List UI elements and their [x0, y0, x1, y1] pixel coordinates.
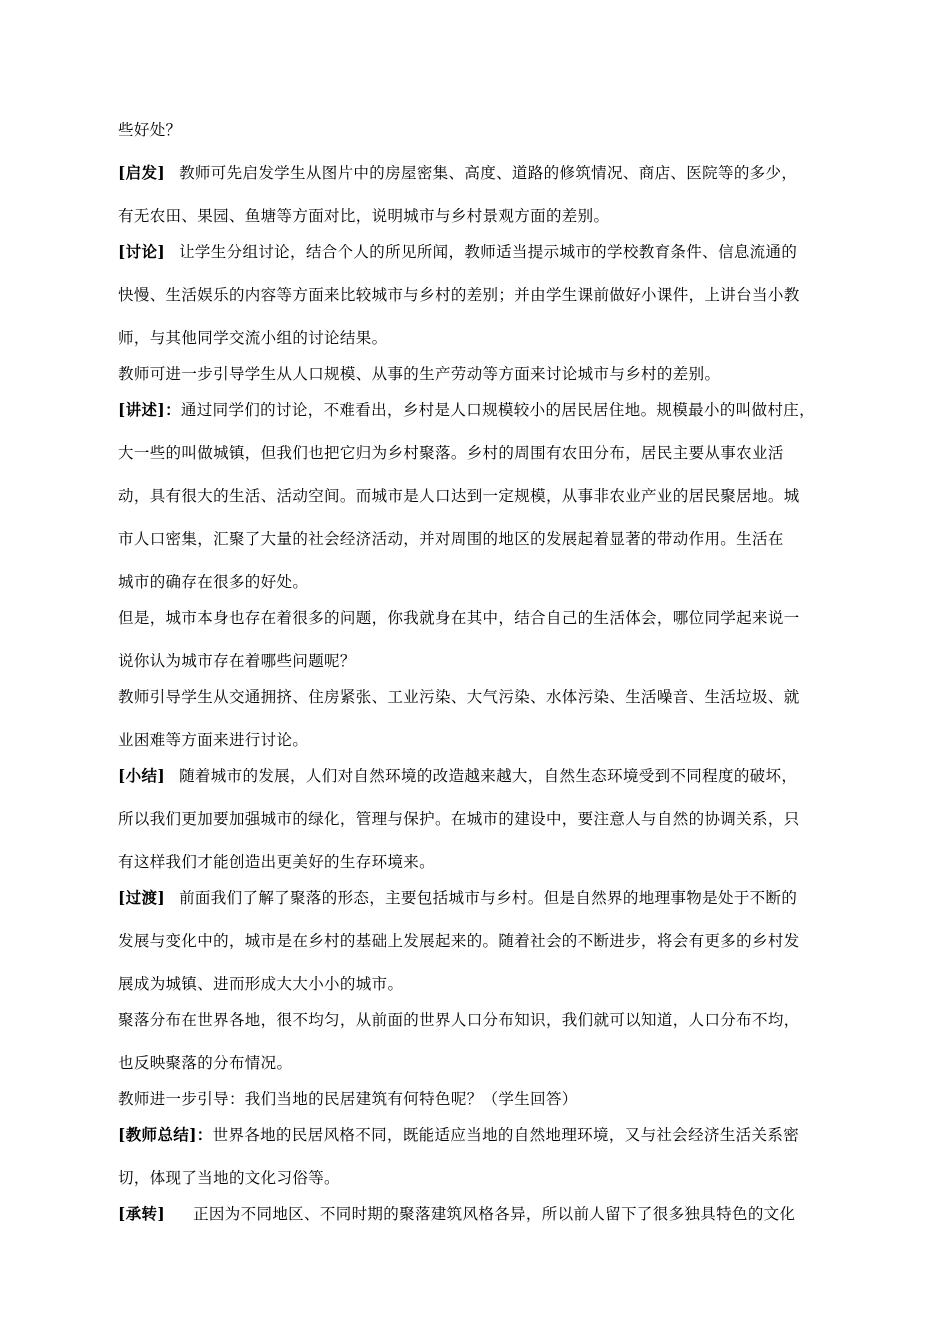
line-text: 发展与变化中的，城市是在乡村的基础上发展起来的。随着社会的不断进步，将会有更多的乡村发 [118, 932, 800, 950]
text-line [118, 484, 840, 527]
line-text: 业困难等方面来进行讨论。 [118, 731, 309, 749]
text-line [118, 118, 840, 161]
text-line [118, 326, 840, 362]
text-line [118, 570, 840, 606]
line-text: 教师可先启发学生从图片中的房屋密集、高度、道路的修筑情况、商店、医院等的多少， [179, 164, 798, 182]
line-text: 世界各地的民居风格不同，既能适应当地的自然地理环境，又与社会经济生活关系密 [212, 1126, 800, 1144]
line-text: 展成为城镇、进而形成大大小小的城市。 [118, 975, 404, 993]
text-line [118, 728, 840, 764]
line-text: 随着城市的发展，人们对自然环境的改造越来越大，自然生态环境受到不同程度的破坏， [179, 767, 798, 785]
line-text: 也反映聚落的分布情况。 [118, 1054, 293, 1072]
text-line [118, 161, 840, 204]
section-tag: [过渡] [118, 888, 166, 907]
section-tag: [讨论] [118, 242, 166, 261]
line-text: 聚落分布在世界各地，很不均匀，从前面的世界人口分布知识，我们就可以知道，人口分布不均， [118, 1011, 800, 1029]
text-line [118, 929, 840, 972]
text-line [118, 606, 840, 649]
text-line [118, 204, 840, 240]
line-text: 些好处？ [118, 121, 182, 139]
section-tag: [承转] [118, 1204, 166, 1223]
line-text: 教师引导学生从交通拥挤、住房紧张、工业污染、大气污染、水体污染、生活噪音、生活垃圾、就 [118, 688, 800, 706]
line-text: 大一些的叫做城镇，但我们也把它归为乡村聚落。乡村的周围有农田分布，居民主要从事农业活 [118, 444, 784, 462]
text-line [118, 972, 840, 1008]
text-line [118, 1202, 840, 1242]
section-tag: [教师总结]： [118, 1125, 213, 1144]
text-line [118, 283, 840, 326]
text-line [118, 764, 840, 807]
line-text: 城市的确存在很多的好处。 [118, 573, 309, 591]
text-line [118, 1123, 840, 1166]
line-text: 但是，城市本身也存在着很多的问题，你我就身在其中，结合自己的生活体会，哪位同学起来说一 [118, 609, 800, 627]
line-text: 市人口密集，汇聚了大量的社会经济活动，并对周围的地区的发展起着显著的带动作用。生活在 [118, 530, 784, 548]
line-text: 有这样我们才能创造出更美好的生存环境来。 [118, 853, 436, 871]
text-line [118, 685, 840, 728]
text-line [118, 441, 840, 484]
line-text: 说你认为城市存在着哪些问题呢？ [118, 652, 356, 670]
text-line [118, 240, 840, 283]
text-line [118, 1087, 840, 1123]
line-text: 有无农田、果园、鱼塘等方面对比，说明城市与乡村景观方面的差别。 [118, 207, 610, 225]
section-tag: [讲述]： [118, 400, 181, 419]
text-line [118, 1051, 840, 1087]
line-text: 正因为不同地区、不同时期的聚落建筑风格各异，所以前人留下了很多独具特色的文化 [193, 1205, 796, 1223]
text-line [118, 398, 840, 441]
section-tag: [启发] [118, 163, 166, 182]
line-text: 切，体现了当地的文化习俗等。 [118, 1169, 340, 1187]
text-line [118, 1008, 840, 1051]
line-text: 让学生分组讨论，结合个人的所见所闻，教师适当提示城市的学校教育条件、信息流通的 [179, 243, 798, 261]
line-text: 快慢、生活娱乐的内容等方面来比较城市与乡村的差别；并由学生课前做好小课件，上讲台当小教 [118, 286, 800, 304]
text-line [118, 886, 840, 929]
text-line [118, 850, 840, 886]
text-line [118, 527, 840, 570]
text-line [118, 807, 840, 850]
line-text: 前面我们了解了聚落的形态，主要包括城市与乡村。但是自然界的地理事物是处于不断的 [179, 889, 798, 907]
section-tag: [小结] [118, 766, 166, 785]
line-text: 动，具有很大的生活、活动空间。而城市是人口达到一定规模，从事非农业产业的居民聚居地。城 [118, 487, 800, 505]
line-text: 通过同学们的讨论，不难看出，乡村是人口规模较小的居民居住地。规模最小的叫做村庄， [180, 401, 815, 419]
line-text: 所以我们更加要加强城市的绿化，管理与保护。在城市的建设中，要注意人与自然的协调关系，只 [118, 810, 800, 828]
line-text: 师，与其他同学交流小组的讨论结果。 [118, 329, 388, 347]
text-line [118, 1166, 840, 1202]
text-line [118, 362, 840, 398]
text-line [118, 649, 840, 685]
line-text: 教师进一步引导：我们当地的民居建筑有何特色呢？（学生回答） [118, 1090, 578, 1108]
line-text: 教师可进一步引导学生从人口规模、从事的生产劳动等方面来讨论城市与乡村的差别。 [118, 365, 721, 383]
